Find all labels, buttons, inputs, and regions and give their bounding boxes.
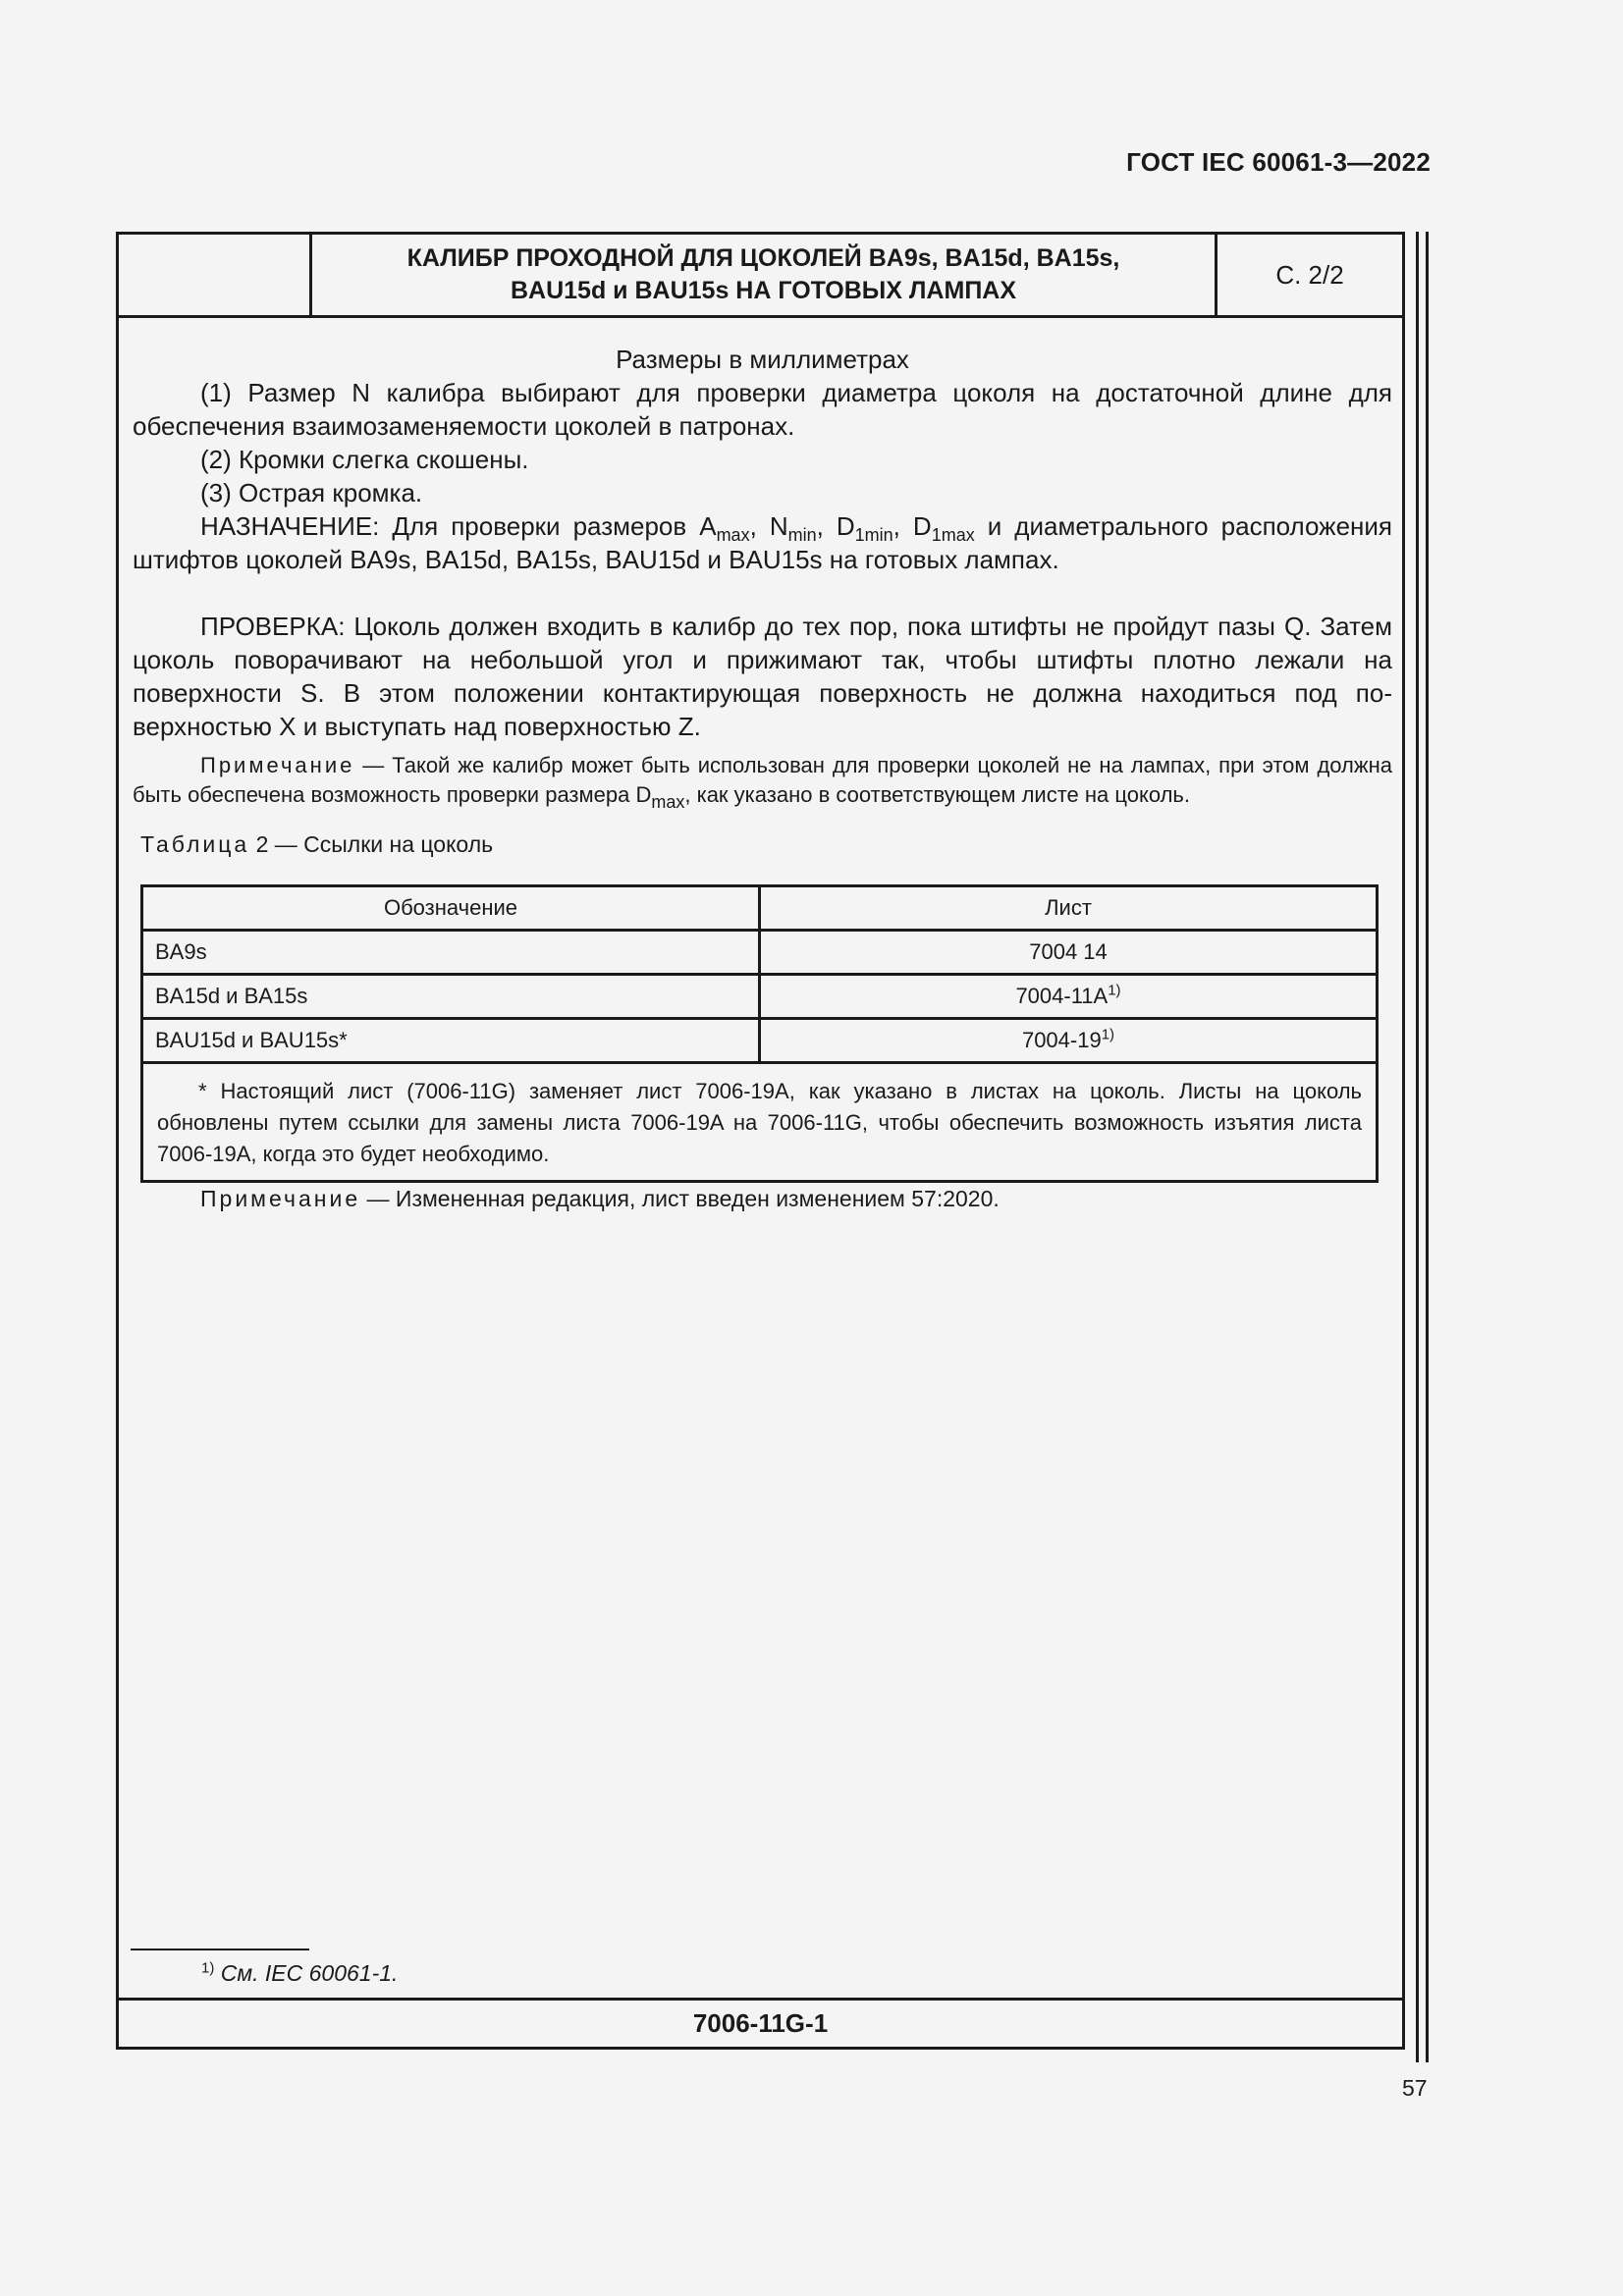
frame-margin-line-2 bbox=[1426, 232, 1429, 2062]
table-header-row bbox=[142, 886, 1378, 931]
table-row bbox=[142, 931, 1378, 975]
title-block-empty-cell bbox=[119, 235, 312, 315]
purpose-text-c: , D bbox=[816, 511, 855, 541]
purpose-sub-c: 1min bbox=[854, 525, 893, 545]
remark-text-a: — Такой же калибр может быть использован для проверки цоколей не на лампах, при этом должна быть обеспечена возможность проверки размера D bbox=[133, 753, 1392, 807]
designation-cell: BA9s bbox=[142, 931, 760, 975]
document-frame bbox=[116, 232, 1405, 2050]
cap-reference-table bbox=[140, 884, 1379, 1183]
table-caption-text: 2 — Ссылки на цоколь bbox=[249, 831, 494, 857]
purpose-text-d: , D bbox=[893, 511, 932, 541]
table-row bbox=[142, 1019, 1378, 1063]
sheet-title-line-2: BAU15d и BAU15s НА ГОТОВЫХ ЛАМПАХ bbox=[510, 277, 1017, 304]
frame-margin-line-1 bbox=[1416, 232, 1419, 2062]
sheet-cell: 7004 14 bbox=[760, 931, 1378, 975]
document-code: ГОСТ IEC 60061-3—2022 bbox=[1126, 147, 1431, 177]
sheet-title-line-1: КАЛИБР ПРОХОДНОЙ ДЛЯ ЦОКОЛЕЙ BA9s, BA15d, BA15s, bbox=[406, 244, 1120, 272]
final-note-label: Примечание bbox=[200, 1186, 361, 1211]
designation-cell: BA15d и BA15s bbox=[142, 975, 760, 1019]
purpose-text-e: и диаметрального расположения штифтов цоколей BA9s, BA15d, BA15s, BAU15d и BAU15s на готовых лампах. bbox=[133, 511, 1392, 574]
sheet-content bbox=[133, 343, 1392, 1214]
purpose-sub-a: max bbox=[716, 525, 750, 545]
sheet-code: 7006-11G-1 bbox=[119, 1998, 1402, 2047]
note-1: (1) Размер N калибра выбирают для проверки диаметра цоколя на достаточной длине для обеспечения взаимозаменяемости цоколей в патронах. bbox=[133, 378, 1392, 441]
table-row bbox=[142, 975, 1378, 1019]
footnote-mark: 1) bbox=[201, 1959, 215, 1977]
sheet-cell: 7004-19$^{1)}$ bbox=[760, 1019, 1378, 1063]
note-2: (2) Кромки слегка скошены. bbox=[200, 445, 529, 474]
units-note: Размеры в миллиметрах bbox=[616, 345, 909, 374]
title-block bbox=[119, 235, 1402, 318]
column-header-sheet: Лист bbox=[760, 886, 1378, 931]
remark-text-b: , как указано в соответствующем листе на цоколь. bbox=[684, 782, 1190, 807]
final-note-text: — Измененная редакция, лист введен изменением 57:2020. bbox=[360, 1186, 1000, 1211]
sheet-title bbox=[312, 235, 1217, 315]
designation-cell: BAU15d и BAU15s* bbox=[142, 1019, 760, 1063]
footnote-text: См. IEC 60061-1. bbox=[214, 1960, 399, 1986]
purpose-sub-d: 1max bbox=[931, 525, 975, 545]
sheet-page-indicator: С. 2/2 bbox=[1275, 259, 1344, 290]
note-3: (3) Острая кромка. bbox=[200, 478, 423, 507]
purpose-sub-b: min bbox=[787, 525, 817, 545]
check-paragraph: ПРОВЕРКА: Цоколь должен входить в калибр до тех пор, пока штифты не пройдут пазы Q. Затем цоколь поворачивают на небольшой угол и прижимают так, чтобы штифты плотно лежали на поверхности S. В этом положении контактирующая поверхность не должна находиться под поверхностью X и выступать над поверхностью Z. bbox=[133, 612, 1392, 741]
remark-label: Примечание bbox=[200, 753, 355, 777]
table-footnote: * Настоящий лист (7006-11G) заменяет лист 7006-19A, как указано в листах на цоколь. Листы на цоколь обновлены путем ссылки для замены листа 7006-19A на 7006-11G, чтобы обеспечить возможность изъятия листа 7006-19A, когда это будет необходимо. bbox=[142, 1063, 1378, 1182]
footnote-separator bbox=[131, 1949, 309, 1950]
purpose-paragraph bbox=[133, 509, 1392, 576]
column-header-designation: Обозначение bbox=[142, 886, 760, 931]
purpose-text-a: НАЗНАЧЕНИЕ: Для проверки размеров A bbox=[200, 511, 717, 541]
purpose-text-b: , N bbox=[749, 511, 788, 541]
remark-sub: max bbox=[651, 792, 685, 812]
final-note bbox=[133, 1183, 1392, 1214]
table-footnote-row bbox=[142, 1063, 1378, 1182]
sheet-cell: $7004-11A^{1)}$ bbox=[760, 975, 1378, 1019]
page-footnote bbox=[201, 1960, 398, 1987]
remark-paragraph bbox=[133, 751, 1392, 810]
table-caption bbox=[140, 828, 1392, 861]
page-number: 57 bbox=[1402, 2075, 1428, 2101]
table-caption-label: Таблица bbox=[140, 831, 250, 857]
